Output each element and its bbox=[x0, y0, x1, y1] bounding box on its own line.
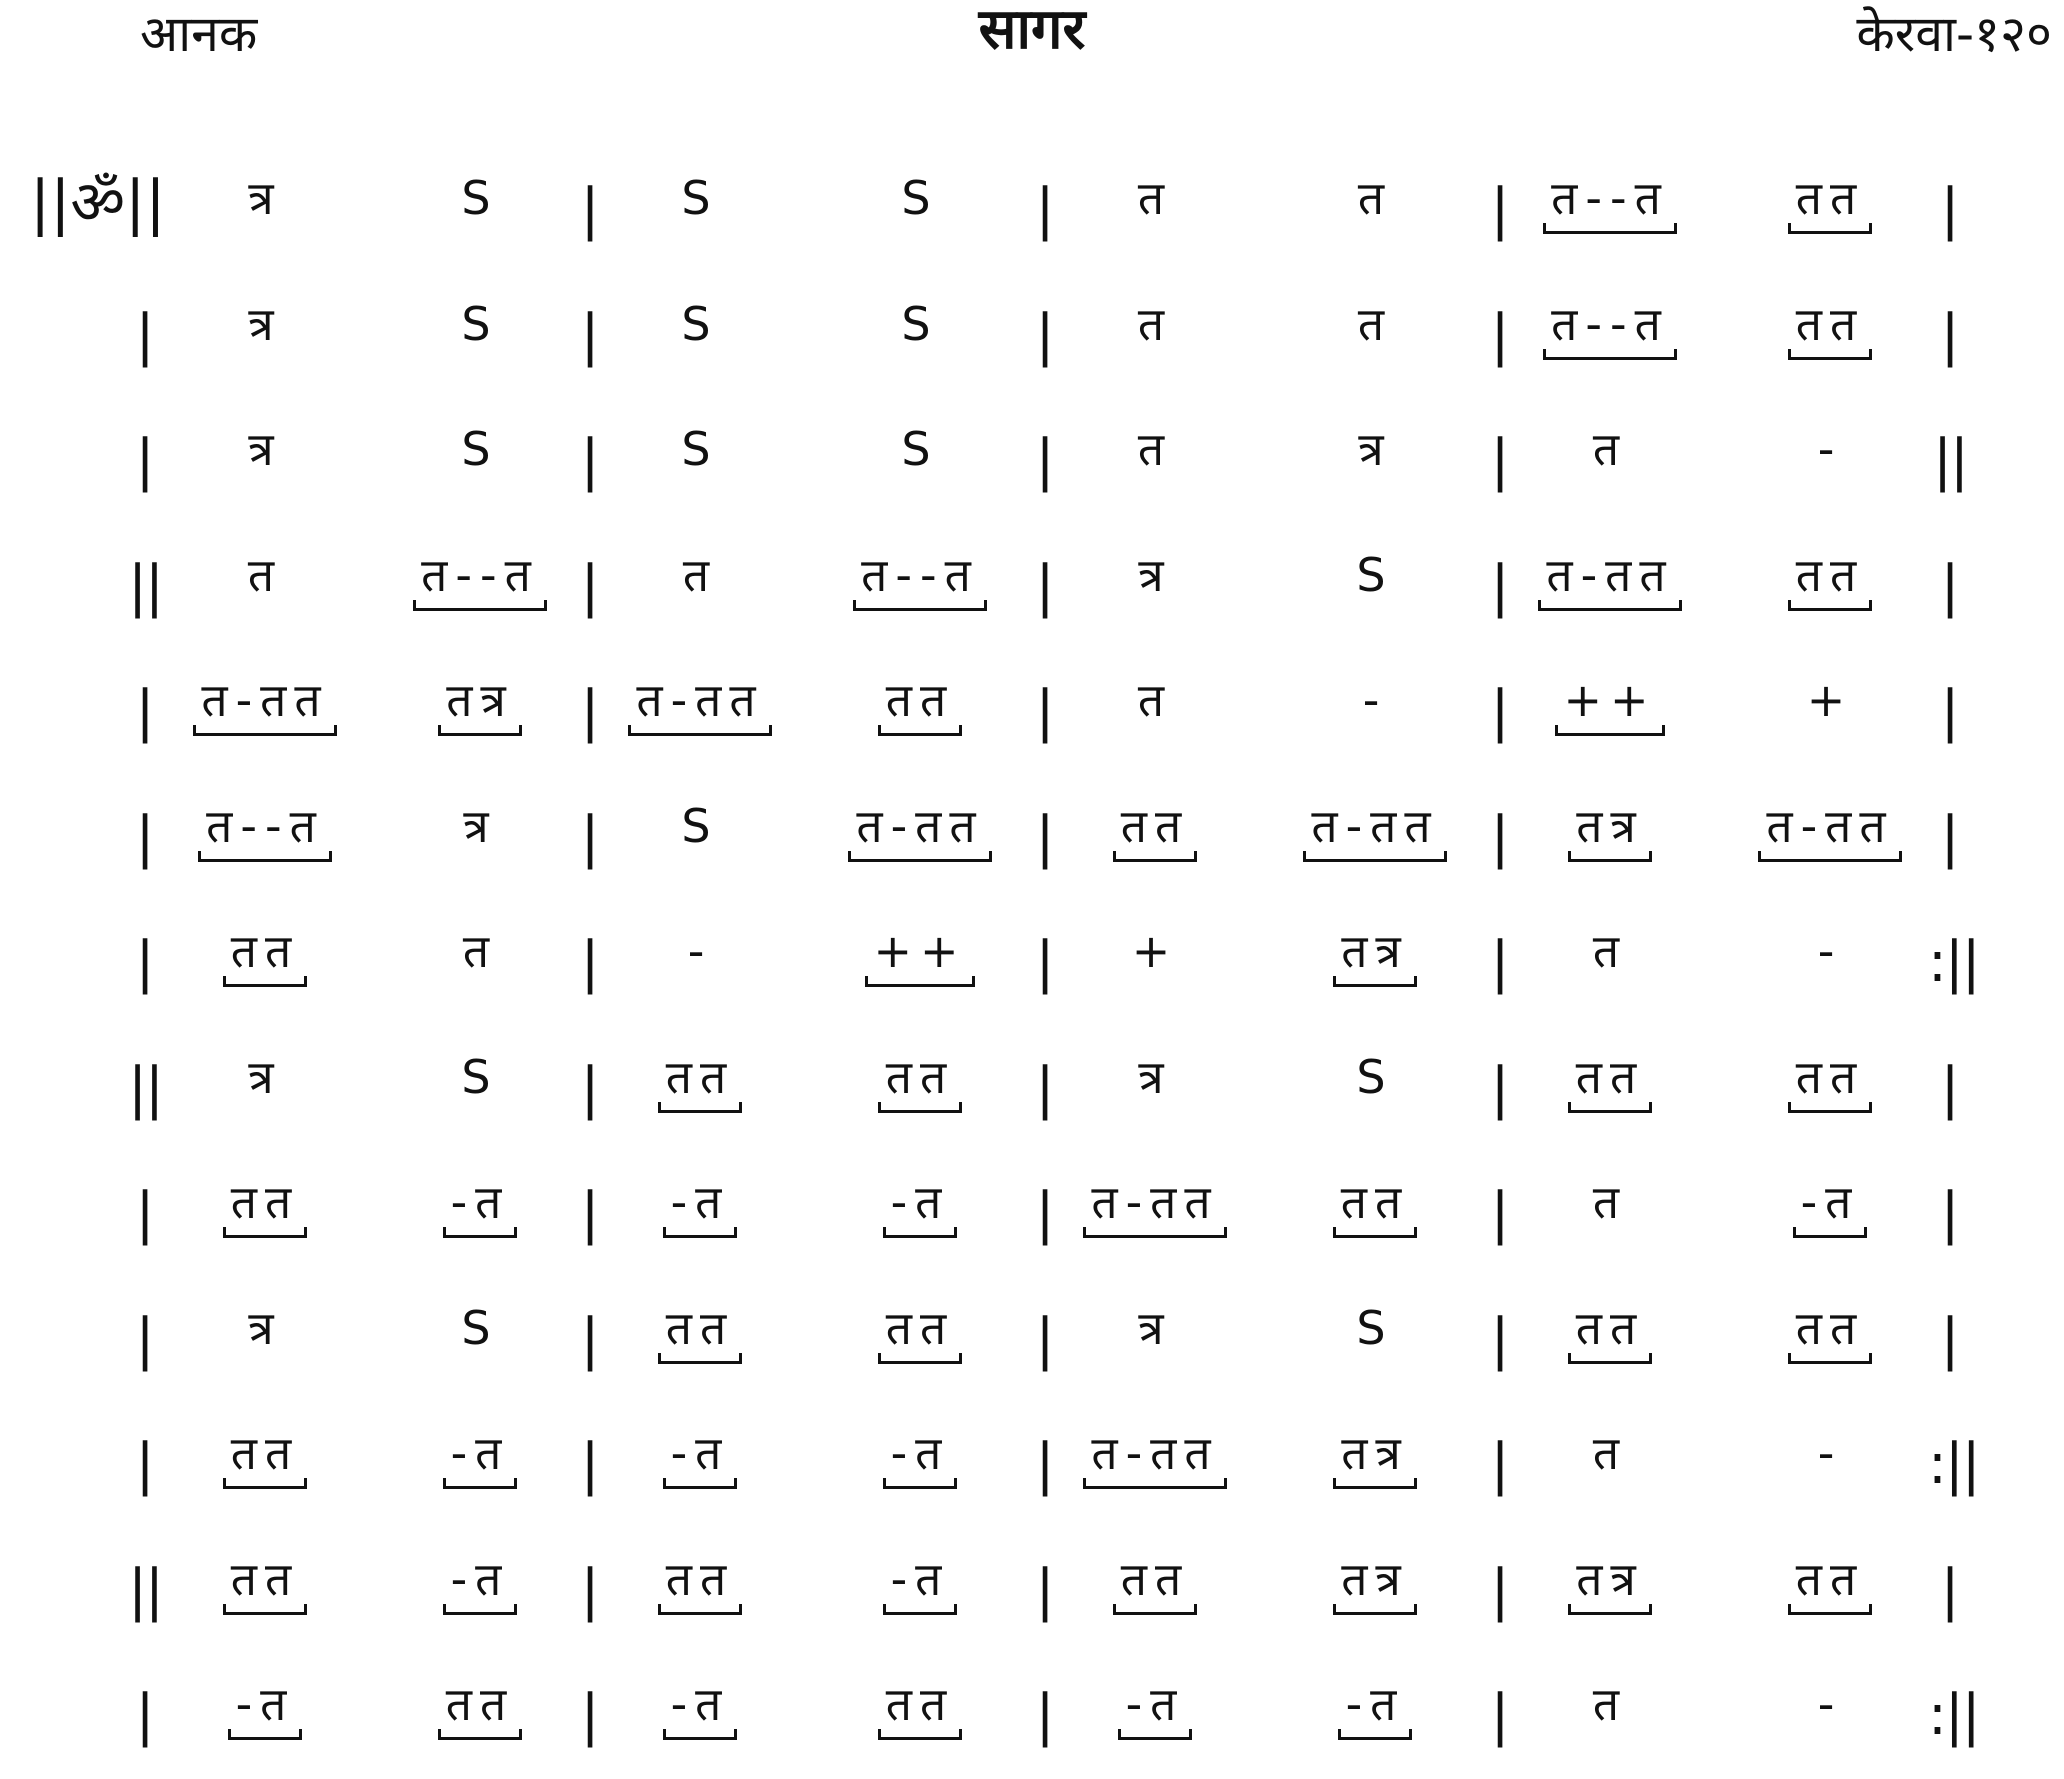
bol-text: त--त bbox=[198, 796, 332, 862]
bol-text: त-तत bbox=[1538, 545, 1681, 611]
bol-text: त्र bbox=[463, 798, 497, 853]
barline: | bbox=[580, 553, 600, 619]
beat-cell bbox=[1720, 1047, 1940, 1113]
barline: | bbox=[1490, 302, 1510, 368]
bol-text: - bbox=[1817, 422, 1843, 476]
beat-cell bbox=[590, 921, 810, 987]
bol-text: तत्र bbox=[1333, 921, 1417, 987]
beat-cell bbox=[370, 419, 590, 485]
beat-cell bbox=[1500, 670, 1720, 736]
barline: | bbox=[1035, 679, 1055, 744]
bol-text: तत्र bbox=[1568, 1549, 1652, 1615]
bol-text: त--त bbox=[413, 545, 547, 611]
beat-cell bbox=[1265, 419, 1485, 485]
bol-text: त bbox=[1592, 1677, 1628, 1731]
bol-text: S bbox=[681, 422, 719, 476]
beat-cell bbox=[590, 1674, 810, 1740]
bol-text: तत bbox=[223, 1549, 307, 1615]
bol-text: -त bbox=[1118, 1674, 1193, 1740]
beat-cell bbox=[810, 419, 1030, 485]
bol-text: त्र bbox=[1138, 1300, 1172, 1355]
beat-cell bbox=[1265, 168, 1485, 234]
barline: | bbox=[135, 1683, 155, 1748]
barline: || bbox=[128, 553, 162, 619]
bol-text: -त bbox=[443, 1549, 518, 1615]
bol-text: S bbox=[1356, 1049, 1394, 1104]
beat-cell bbox=[155, 1549, 375, 1615]
barline: | bbox=[1035, 1306, 1055, 1372]
barline: | bbox=[1035, 1181, 1055, 1246]
beat-cell bbox=[1045, 1549, 1265, 1615]
bol-text: तत्र bbox=[1568, 796, 1652, 862]
barline: | bbox=[580, 1683, 600, 1748]
notation-row bbox=[0, 399, 2064, 524]
bol-text: -त bbox=[883, 1549, 958, 1615]
barline: | bbox=[580, 1432, 600, 1497]
barline: || bbox=[128, 1055, 162, 1121]
beat-cell bbox=[370, 670, 590, 736]
bol-text: -त bbox=[1338, 1674, 1413, 1740]
beat-cell bbox=[155, 545, 375, 611]
tala-tempo-label: केरवा-१२० bbox=[1856, 5, 2052, 63]
bol-text: त्र bbox=[1358, 422, 1392, 476]
beat-cell bbox=[1265, 294, 1485, 360]
beat-cell bbox=[1500, 419, 1720, 485]
beat-cell bbox=[810, 545, 1030, 611]
notation-row bbox=[0, 1278, 2064, 1403]
beat-cell bbox=[1045, 796, 1265, 862]
bol-text: -त bbox=[883, 1172, 958, 1238]
bol-text: त bbox=[462, 924, 498, 978]
page-title: सागर bbox=[978, 0, 1086, 62]
bol-text: त्र bbox=[248, 1300, 282, 1355]
bol-text: तत bbox=[1788, 294, 1872, 360]
beat-cell bbox=[1045, 419, 1265, 485]
barline: | bbox=[1035, 1432, 1055, 1497]
beat-cell bbox=[155, 294, 375, 360]
beat-cell bbox=[590, 419, 810, 485]
beat-cell bbox=[1500, 294, 1720, 360]
beat-cell bbox=[370, 1298, 590, 1364]
notation-row bbox=[0, 1654, 2064, 1779]
barline: | bbox=[580, 1055, 600, 1121]
beat-cell bbox=[1720, 1172, 1940, 1238]
bol-text: तत bbox=[878, 670, 962, 736]
bol-text: त्र bbox=[248, 1049, 282, 1104]
barline: | bbox=[1035, 428, 1055, 493]
beat-cell bbox=[1500, 168, 1720, 234]
bol-text: + bbox=[1806, 673, 1854, 727]
bol-text: त bbox=[1137, 171, 1173, 225]
bol-text: त्र bbox=[248, 171, 282, 225]
barline: | bbox=[135, 1306, 155, 1372]
barline: | bbox=[1035, 177, 1055, 242]
beat-cell bbox=[810, 168, 1030, 234]
beat-cell bbox=[1500, 1549, 1720, 1615]
beat-cell bbox=[1265, 1172, 1485, 1238]
barline: | bbox=[135, 804, 155, 870]
beat-cell bbox=[370, 168, 590, 234]
bol-text: त--त bbox=[1543, 168, 1677, 234]
barline: | bbox=[1940, 177, 1960, 242]
beat-cell bbox=[1720, 419, 1940, 485]
bol-text: S bbox=[681, 171, 719, 225]
bol-text: त bbox=[1137, 673, 1173, 727]
bol-text: त-तत bbox=[848, 796, 991, 862]
beat-cell bbox=[810, 1549, 1030, 1615]
beat-cell bbox=[1720, 796, 1940, 862]
beat-cell bbox=[1045, 1423, 1265, 1489]
beat-cell bbox=[590, 1172, 810, 1238]
beat-cell bbox=[1265, 1674, 1485, 1740]
beat-cell bbox=[1265, 1047, 1485, 1113]
bol-text: -त bbox=[1793, 1172, 1868, 1238]
bol-text: तत bbox=[878, 1674, 962, 1740]
beat-cell bbox=[1720, 670, 1940, 736]
bol-text: त्र bbox=[248, 422, 282, 476]
beat-cell bbox=[370, 796, 590, 862]
bol-text: तत्र bbox=[1333, 1423, 1417, 1489]
barline: | bbox=[1490, 930, 1510, 995]
beat-cell bbox=[1265, 1298, 1485, 1364]
beat-cell bbox=[1045, 168, 1265, 234]
notation-row bbox=[0, 525, 2064, 650]
bol-text: त--त bbox=[1543, 294, 1677, 360]
beat-cell bbox=[370, 294, 590, 360]
barline: :|| bbox=[1928, 930, 1979, 995]
bol-text: तत bbox=[223, 1172, 307, 1238]
barline: | bbox=[1035, 553, 1055, 619]
bol-text: -त bbox=[663, 1172, 738, 1238]
barline: | bbox=[1940, 1055, 1960, 1121]
bol-text: S bbox=[461, 422, 499, 476]
beat-cell bbox=[1500, 545, 1720, 611]
beat-cell bbox=[810, 796, 1030, 862]
beat-cell bbox=[155, 1172, 375, 1238]
beat-cell bbox=[590, 545, 810, 611]
bol-text: तत bbox=[1568, 1298, 1652, 1364]
bol-text: त bbox=[1592, 1426, 1628, 1480]
barline: | bbox=[1940, 1306, 1960, 1372]
barline: | bbox=[1490, 1557, 1510, 1623]
barline: | bbox=[1490, 1432, 1510, 1497]
barline: | bbox=[1490, 679, 1510, 744]
bol-text: त bbox=[682, 547, 718, 602]
beat-cell bbox=[370, 921, 590, 987]
beat-cell bbox=[1045, 670, 1265, 736]
bol-text: तत bbox=[223, 1423, 307, 1489]
barline: | bbox=[135, 1181, 155, 1246]
beat-cell bbox=[155, 1423, 375, 1489]
beat-cell bbox=[1045, 1298, 1265, 1364]
bol-text: त-तत bbox=[1303, 796, 1446, 862]
beat-cell bbox=[590, 1549, 810, 1615]
bol-text: -त bbox=[443, 1172, 518, 1238]
instrument-label: आनक bbox=[140, 5, 258, 63]
beat-cell bbox=[1265, 670, 1485, 736]
beat-cell bbox=[1045, 1674, 1265, 1740]
bol-text: त्र bbox=[248, 296, 282, 351]
bol-text: त-तत bbox=[1083, 1423, 1226, 1489]
bol-text: त-तत bbox=[193, 670, 336, 736]
bol-text: त bbox=[1137, 296, 1173, 351]
bol-text: ++ bbox=[1555, 670, 1664, 736]
barline: | bbox=[1940, 1181, 1960, 1246]
bol-text: त bbox=[1592, 1175, 1628, 1229]
bol-text: - bbox=[1817, 924, 1843, 978]
barline: | bbox=[135, 1432, 155, 1497]
beat-cell bbox=[370, 1047, 590, 1113]
barline: | bbox=[1490, 804, 1510, 870]
beat-cell bbox=[155, 1674, 375, 1740]
beat-cell bbox=[370, 1423, 590, 1489]
barline: | bbox=[135, 428, 155, 493]
beat-cell bbox=[590, 294, 810, 360]
barline: || bbox=[1933, 428, 1967, 493]
beat-cell bbox=[155, 796, 375, 862]
bol-text: S bbox=[461, 1049, 499, 1104]
barline: | bbox=[580, 177, 600, 242]
barline: | bbox=[1035, 302, 1055, 368]
beat-cell bbox=[1045, 1047, 1265, 1113]
bol-text: त bbox=[1592, 422, 1628, 476]
bol-text: S bbox=[461, 1300, 499, 1355]
barline: | bbox=[1490, 177, 1510, 242]
bol-text: तत bbox=[1788, 545, 1872, 611]
beat-cell bbox=[590, 168, 810, 234]
bol-text: त bbox=[1357, 296, 1393, 351]
bol-text: तत bbox=[438, 1674, 522, 1740]
bol-text: S bbox=[1356, 1300, 1394, 1355]
bol-text: त्र bbox=[1138, 1049, 1172, 1104]
beat-cell bbox=[590, 1423, 810, 1489]
beat-cell bbox=[590, 670, 810, 736]
beat-cell bbox=[370, 545, 590, 611]
beat-cell bbox=[155, 670, 375, 736]
bol-text: - bbox=[1362, 673, 1388, 727]
bol-text: - bbox=[1817, 1426, 1843, 1480]
beat-cell bbox=[1720, 921, 1940, 987]
bol-text: S bbox=[1356, 547, 1394, 602]
bol-text: त्र bbox=[1138, 547, 1172, 602]
barline: | bbox=[1940, 553, 1960, 619]
beat-cell bbox=[155, 921, 375, 987]
bol-text: त bbox=[1137, 422, 1173, 476]
beat-cell bbox=[155, 168, 375, 234]
notation-row bbox=[0, 1027, 2064, 1152]
beat-cell bbox=[810, 1423, 1030, 1489]
barline: | bbox=[1490, 553, 1510, 619]
barline: | bbox=[580, 679, 600, 744]
beat-cell bbox=[1500, 1298, 1720, 1364]
barline: | bbox=[1490, 1683, 1510, 1748]
beat-cell bbox=[1045, 294, 1265, 360]
barline: :|| bbox=[1928, 1683, 1979, 1748]
beat-cell bbox=[155, 1298, 375, 1364]
notation-row bbox=[0, 776, 2064, 901]
barline: | bbox=[1035, 804, 1055, 870]
notation-row bbox=[0, 1152, 2064, 1277]
bol-text: तत bbox=[1788, 1298, 1872, 1364]
bol-text: त-तत bbox=[628, 670, 771, 736]
barline: | bbox=[1035, 1683, 1055, 1748]
bol-text: + bbox=[1131, 924, 1179, 978]
bol-text: तत bbox=[878, 1298, 962, 1364]
om-symbol: ||ॐ|| bbox=[30, 168, 166, 238]
beat-cell bbox=[1500, 796, 1720, 862]
beat-cell bbox=[590, 1298, 810, 1364]
beat-cell bbox=[810, 1674, 1030, 1740]
barline: :|| bbox=[1928, 1432, 1979, 1497]
beat-cell bbox=[1500, 1674, 1720, 1740]
notation-row bbox=[0, 1529, 2064, 1654]
barline: || bbox=[128, 1557, 162, 1623]
notation-row bbox=[0, 274, 2064, 399]
beat-cell bbox=[1265, 545, 1485, 611]
beat-cell bbox=[1500, 921, 1720, 987]
bol-text: S bbox=[901, 171, 939, 225]
bol-text: S bbox=[901, 422, 939, 476]
barline: | bbox=[580, 804, 600, 870]
bol-text: ++ bbox=[865, 921, 974, 987]
beat-cell bbox=[370, 1549, 590, 1615]
bol-text: त-तत bbox=[1083, 1172, 1226, 1238]
barline: | bbox=[1940, 1557, 1960, 1623]
notation-row bbox=[0, 148, 2064, 273]
barline: | bbox=[580, 1181, 600, 1246]
bol-text: तत bbox=[1788, 168, 1872, 234]
bol-text: S bbox=[901, 296, 939, 351]
barline: | bbox=[580, 302, 600, 368]
bol-text: तत bbox=[1113, 796, 1197, 862]
beat-cell bbox=[1045, 1172, 1265, 1238]
beat-cell bbox=[810, 921, 1030, 987]
bol-text: -त bbox=[443, 1423, 518, 1489]
bol-text: तत्र bbox=[1333, 1549, 1417, 1615]
beat-cell bbox=[1045, 545, 1265, 611]
notation-row bbox=[0, 901, 2064, 1026]
beat-cell bbox=[1265, 1423, 1485, 1489]
beat-cell bbox=[1720, 545, 1940, 611]
bol-text: S bbox=[681, 798, 719, 853]
bol-text: तत bbox=[1568, 1047, 1652, 1113]
beat-cell bbox=[370, 1674, 590, 1740]
beat-cell bbox=[370, 1172, 590, 1238]
bol-text: त--त bbox=[853, 545, 987, 611]
beat-cell bbox=[810, 294, 1030, 360]
beat-cell bbox=[810, 1172, 1030, 1238]
barline: | bbox=[1490, 1306, 1510, 1372]
barline: | bbox=[1940, 804, 1960, 870]
beat-cell bbox=[1500, 1423, 1720, 1489]
barline: | bbox=[1940, 302, 1960, 368]
bol-text: तत्र bbox=[438, 670, 522, 736]
bol-text: तत bbox=[1788, 1047, 1872, 1113]
beat-cell bbox=[1500, 1172, 1720, 1238]
beat-cell bbox=[1720, 1549, 1940, 1615]
bol-text: -त bbox=[663, 1674, 738, 1740]
barline: | bbox=[580, 428, 600, 493]
barline: | bbox=[1035, 1055, 1055, 1121]
bol-text: S bbox=[461, 171, 499, 225]
barline: | bbox=[135, 679, 155, 744]
bol-text: तत bbox=[223, 921, 307, 987]
beat-cell bbox=[590, 796, 810, 862]
beat-cell bbox=[155, 1047, 375, 1113]
beat-cell bbox=[810, 670, 1030, 736]
beat-cell bbox=[810, 1047, 1030, 1113]
bol-text: तत bbox=[658, 1549, 742, 1615]
bol-text: त-तत bbox=[1758, 796, 1901, 862]
barline: | bbox=[580, 930, 600, 995]
bol-text: तत bbox=[1333, 1172, 1417, 1238]
barline: | bbox=[1490, 1181, 1510, 1246]
beat-cell bbox=[1720, 1674, 1940, 1740]
barline: | bbox=[1940, 679, 1960, 744]
bol-text: तत bbox=[658, 1047, 742, 1113]
beat-cell bbox=[1500, 1047, 1720, 1113]
bol-text: त bbox=[1592, 924, 1628, 978]
barline: | bbox=[1035, 1557, 1055, 1623]
bol-text: - bbox=[687, 924, 713, 978]
beat-cell bbox=[1045, 921, 1265, 987]
beat-cell bbox=[590, 1047, 810, 1113]
bol-text: -त bbox=[228, 1674, 303, 1740]
barline: | bbox=[580, 1306, 600, 1372]
bol-text: -त bbox=[883, 1423, 958, 1489]
bol-text: त bbox=[247, 547, 283, 602]
notation-row bbox=[0, 650, 2064, 775]
bol-text: तत bbox=[1788, 1549, 1872, 1615]
bol-text: -त bbox=[663, 1423, 738, 1489]
beat-cell bbox=[1720, 168, 1940, 234]
bol-text: - bbox=[1817, 1677, 1843, 1731]
beat-cell bbox=[1265, 921, 1485, 987]
bol-text: S bbox=[681, 296, 719, 351]
barline: | bbox=[1035, 930, 1055, 995]
bol-text: तत bbox=[658, 1298, 742, 1364]
beat-cell bbox=[1720, 1423, 1940, 1489]
beat-cell bbox=[155, 419, 375, 485]
notation-row bbox=[0, 1403, 2064, 1528]
beat-cell bbox=[1720, 1298, 1940, 1364]
beat-cell bbox=[1720, 294, 1940, 360]
bol-text: S bbox=[461, 296, 499, 351]
beat-cell bbox=[1265, 1549, 1485, 1615]
barline: | bbox=[580, 1557, 600, 1623]
barline: | bbox=[1490, 428, 1510, 493]
bol-text: तत bbox=[1113, 1549, 1197, 1615]
barline: | bbox=[1490, 1055, 1510, 1121]
bol-text: तत bbox=[878, 1047, 962, 1113]
bol-text: त bbox=[1357, 171, 1393, 225]
beat-cell bbox=[1265, 796, 1485, 862]
barline: | bbox=[135, 302, 155, 368]
barline: | bbox=[135, 930, 155, 995]
beat-cell bbox=[810, 1298, 1030, 1364]
